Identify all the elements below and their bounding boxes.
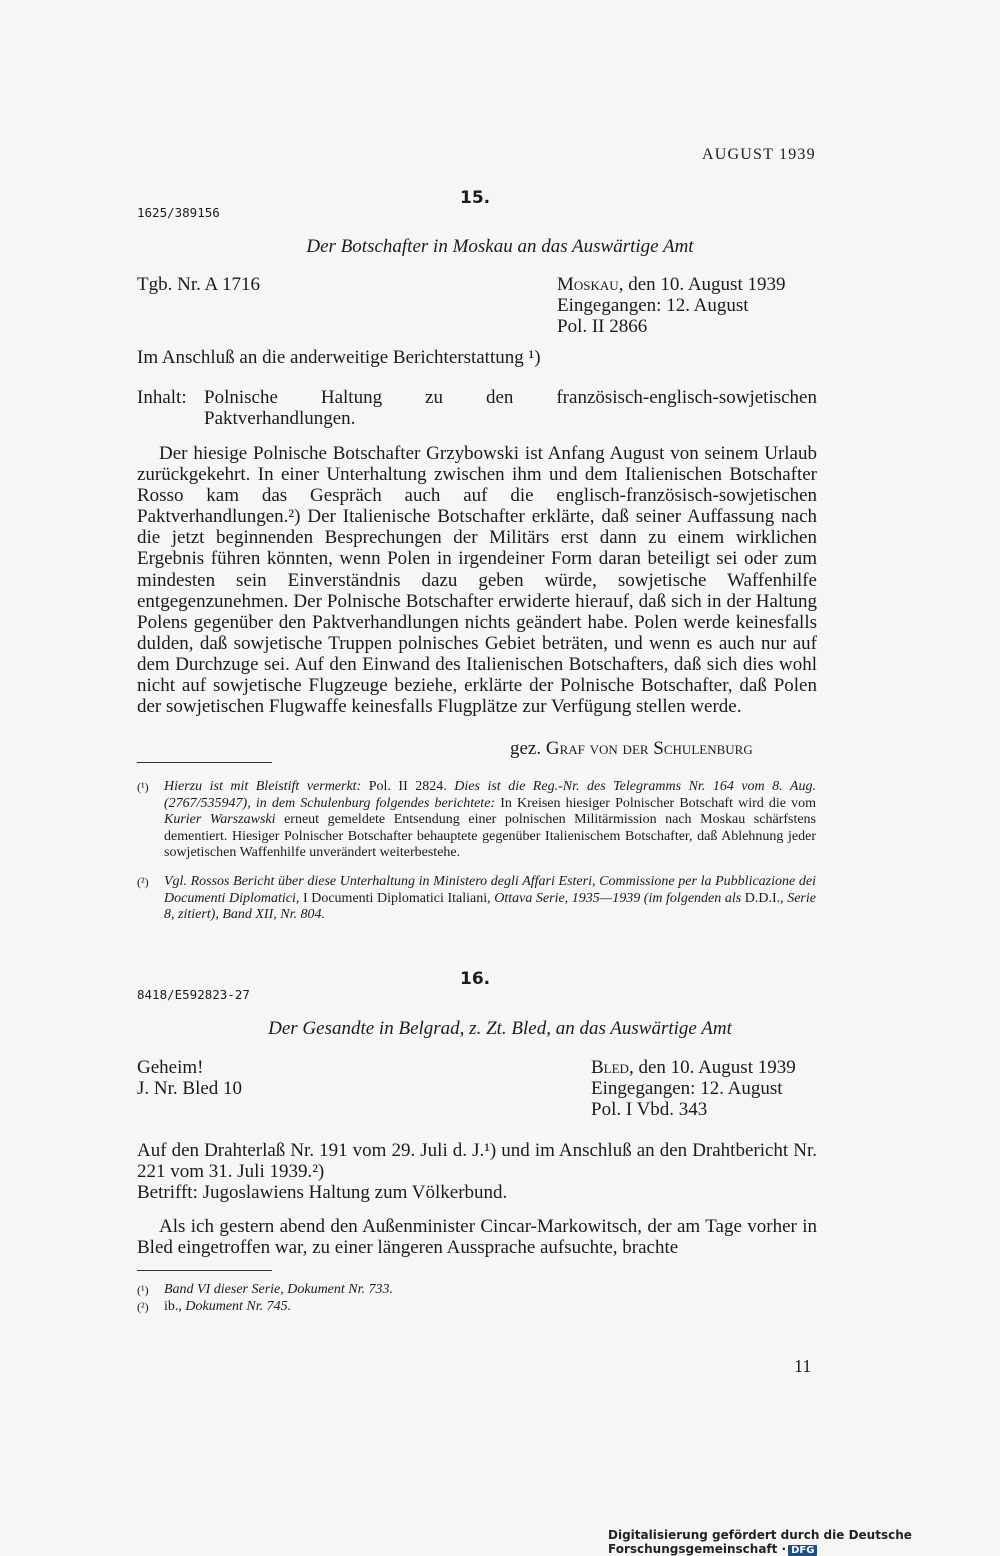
date-15: , den 10. August 1939 [618, 274, 786, 295]
footnote-15-2-p3: D.D.I., [744, 890, 788, 906]
reference-line-15: Im Anschluß an die anderweitige Berichterstattung ¹) [137, 347, 541, 368]
intro-16: Auf den Drahterlaß Nr. 191 vom 29. Juli d. J.¹) und im Anschluß an den Drahtbericht Nr. 221 vom 31. Juli 1939.²) [137, 1140, 817, 1183]
body-text-16: Als ich gestern abend den Außenminister Cincar-Markowitsch, der am Tage vorher in Bled eingetroffen war, zu einer längeren Aussprache aufsuchte, brachte [137, 1216, 817, 1259]
signature-name: Graf von der Schulenburg [545, 738, 753, 759]
footnote-15-2-p0: Vgl. Rossos Bericht über diese Unterhaltung in Ministero degli Affari Esteri, Commissione per la Pubblicazione dei Documenti Diplomatici, [164, 874, 816, 906]
footnote-15-2 [137, 874, 816, 924]
dfg-logo-icon: DFG [788, 1545, 817, 1556]
footnote-16-2-p1: Dokument Nr. 745. [185, 1299, 292, 1314]
footnote-marker: (¹) [137, 780, 149, 794]
footnote-rule-15 [137, 762, 272, 763]
betrifft-16: Betrifft: Jugoslawiens Haltung zum Völkerbund. [137, 1182, 508, 1203]
signature-15 [510, 738, 753, 760]
footnote-15-2-p1: I Documenti Diplomatici Italiani, [302, 890, 495, 906]
footnote-rule-16 [137, 1270, 272, 1271]
date-16: , den 10. August 1939 [628, 1057, 796, 1078]
footnote-15-1-p5: erneut gemeldete Entsendung einer polnischen Militärmission nach Moskau schärfstens dementiert. Hiesiger Polnischer Botschafter behauptete gegenüber Italienischem Botschafter, daß Ablehnung jeder sowjetischen Waffenhilfe unverändert weiterbestehe. [164, 812, 816, 860]
footnote-15-1-p2: Dies ist die Reg.-Nr. des Telegramms Nr. 164 vom 8. Aug. (2767/535947), in dem Schulenburg folgendes berichtete: [164, 779, 816, 811]
document-title-15: Der Botschafter in Moskau an das Auswärtige Amt [306, 236, 694, 257]
footnote-16-1 [137, 1282, 816, 1299]
footnote-marker: (²) [137, 875, 149, 889]
footnote-15-1-p0: Hierzu ist mit Bleistift vermerkt: [164, 779, 369, 794]
file-reference-16: 8418/E592823-27 [137, 987, 250, 1002]
tgb-number: Tgb. Nr. A 1716 [137, 274, 260, 295]
running-header-date: AUGUST 1939 [702, 146, 816, 163]
place-date-15 [557, 274, 785, 296]
pol-number-15: Pol. II 2866 [557, 316, 648, 337]
funding-notice [608, 1528, 1000, 1556]
footnote-15-1-p1: Pol. II 2824. [368, 779, 455, 794]
place-name-15: Moskau [557, 274, 619, 295]
footnote-15-2-p2: Ottava Serie, 1935—1939 (im folgenden als [494, 890, 745, 906]
footnote-marker: (²) [137, 1300, 149, 1314]
file-reference-15: 1625/389156 [137, 205, 220, 220]
received-16: Eingegangen: 12. August [591, 1078, 783, 1099]
received-15: Eingegangen: 12. August [557, 295, 749, 316]
page-number: 11 [794, 1356, 812, 1376]
footnote-16-2-p0: ib., [164, 1299, 186, 1314]
footnote-15-1-p3: In Kreisen hiesiger Polnischer Botschaft wird die vom [500, 795, 816, 811]
footnote-15-2-p4: Serie 8, zitiert), Band XII, Nr. 804. [164, 890, 816, 922]
inhalt-text: Polnische Haltung zu den französisch-englisch-sowjetischen Paktverhandlungen. [204, 387, 817, 430]
footnote-16-2 [137, 1299, 816, 1316]
document-number-16: 16. [460, 969, 491, 989]
j-number: J. Nr. Bled 10 [137, 1078, 243, 1099]
place-name-16: Bled [591, 1057, 629, 1078]
geheim-label: Geheim! [137, 1057, 204, 1078]
funding-text: Digitalisierung gefördert durch die Deutsche Forschungsgemeinschaft · [608, 1528, 912, 1556]
body-text-15: Der hiesige Polnische Botschafter Grzybowski ist Anfang August von seinem Urlaub zurückgekehrt. In einer Unterhaltung zwischen ihm und dem Italienischen Botschafter Rosso kam das Gespräch auch auf die englisch-französisch-sowjetischen Paktverhandlungen.²) Der Italienische Botschafter erklärte, daß seiner Auffassung nach die jetzt beginnenden Besprechungen der Militärs erst dann zu einem wirklichen Ergebnis führen könnten, wenn Polen in irgendeiner Form daran beteiligt sei oder zum mindesten sein Einverständnis dazu geben würde, sowjetische Waffenhilfe entgegenzunehmen. Der Polnische Botschafter erwiderte hierauf, daß sich in der Haltung Polens gegenüber den Paktverhandlungen nichts geändert habe. Polen werde keinesfalls dulden, daß sowjetische Truppen polnisches Gebiet beträten, und wenn es auch nur auf dem Durchzuge sei. Auf den Einwand des Italienischen Botschafters, daß sich dies wohl nicht auf sowjetische Flugzeuge beziehe, erklärte der Polnische Botschafter, daß Polen der sowjetischen Flugwaffe keinesfalls Flugplätze zur Verfügung stellen werde. [137, 443, 817, 718]
inhalt-label: Inhalt: [137, 387, 187, 408]
document-number-15: 15. [460, 188, 491, 208]
pol-number-16: Pol. I Vbd. 343 [591, 1099, 708, 1120]
footnote-15-1 [137, 779, 816, 862]
footnote-marker: (¹) [137, 1283, 149, 1297]
signature-prefix: gez. [510, 738, 542, 759]
footnote-15-1-p4: Kurier Warszawski [164, 812, 285, 827]
footnote-16-1-p0: Band VI dieser Serie, Dokument Nr. 733. [164, 1282, 394, 1297]
document-title-16: Der Gesandte in Belgrad, z. Zt. Bled, an das Auswärtige Amt [268, 1018, 732, 1039]
place-date-16 [591, 1057, 796, 1079]
